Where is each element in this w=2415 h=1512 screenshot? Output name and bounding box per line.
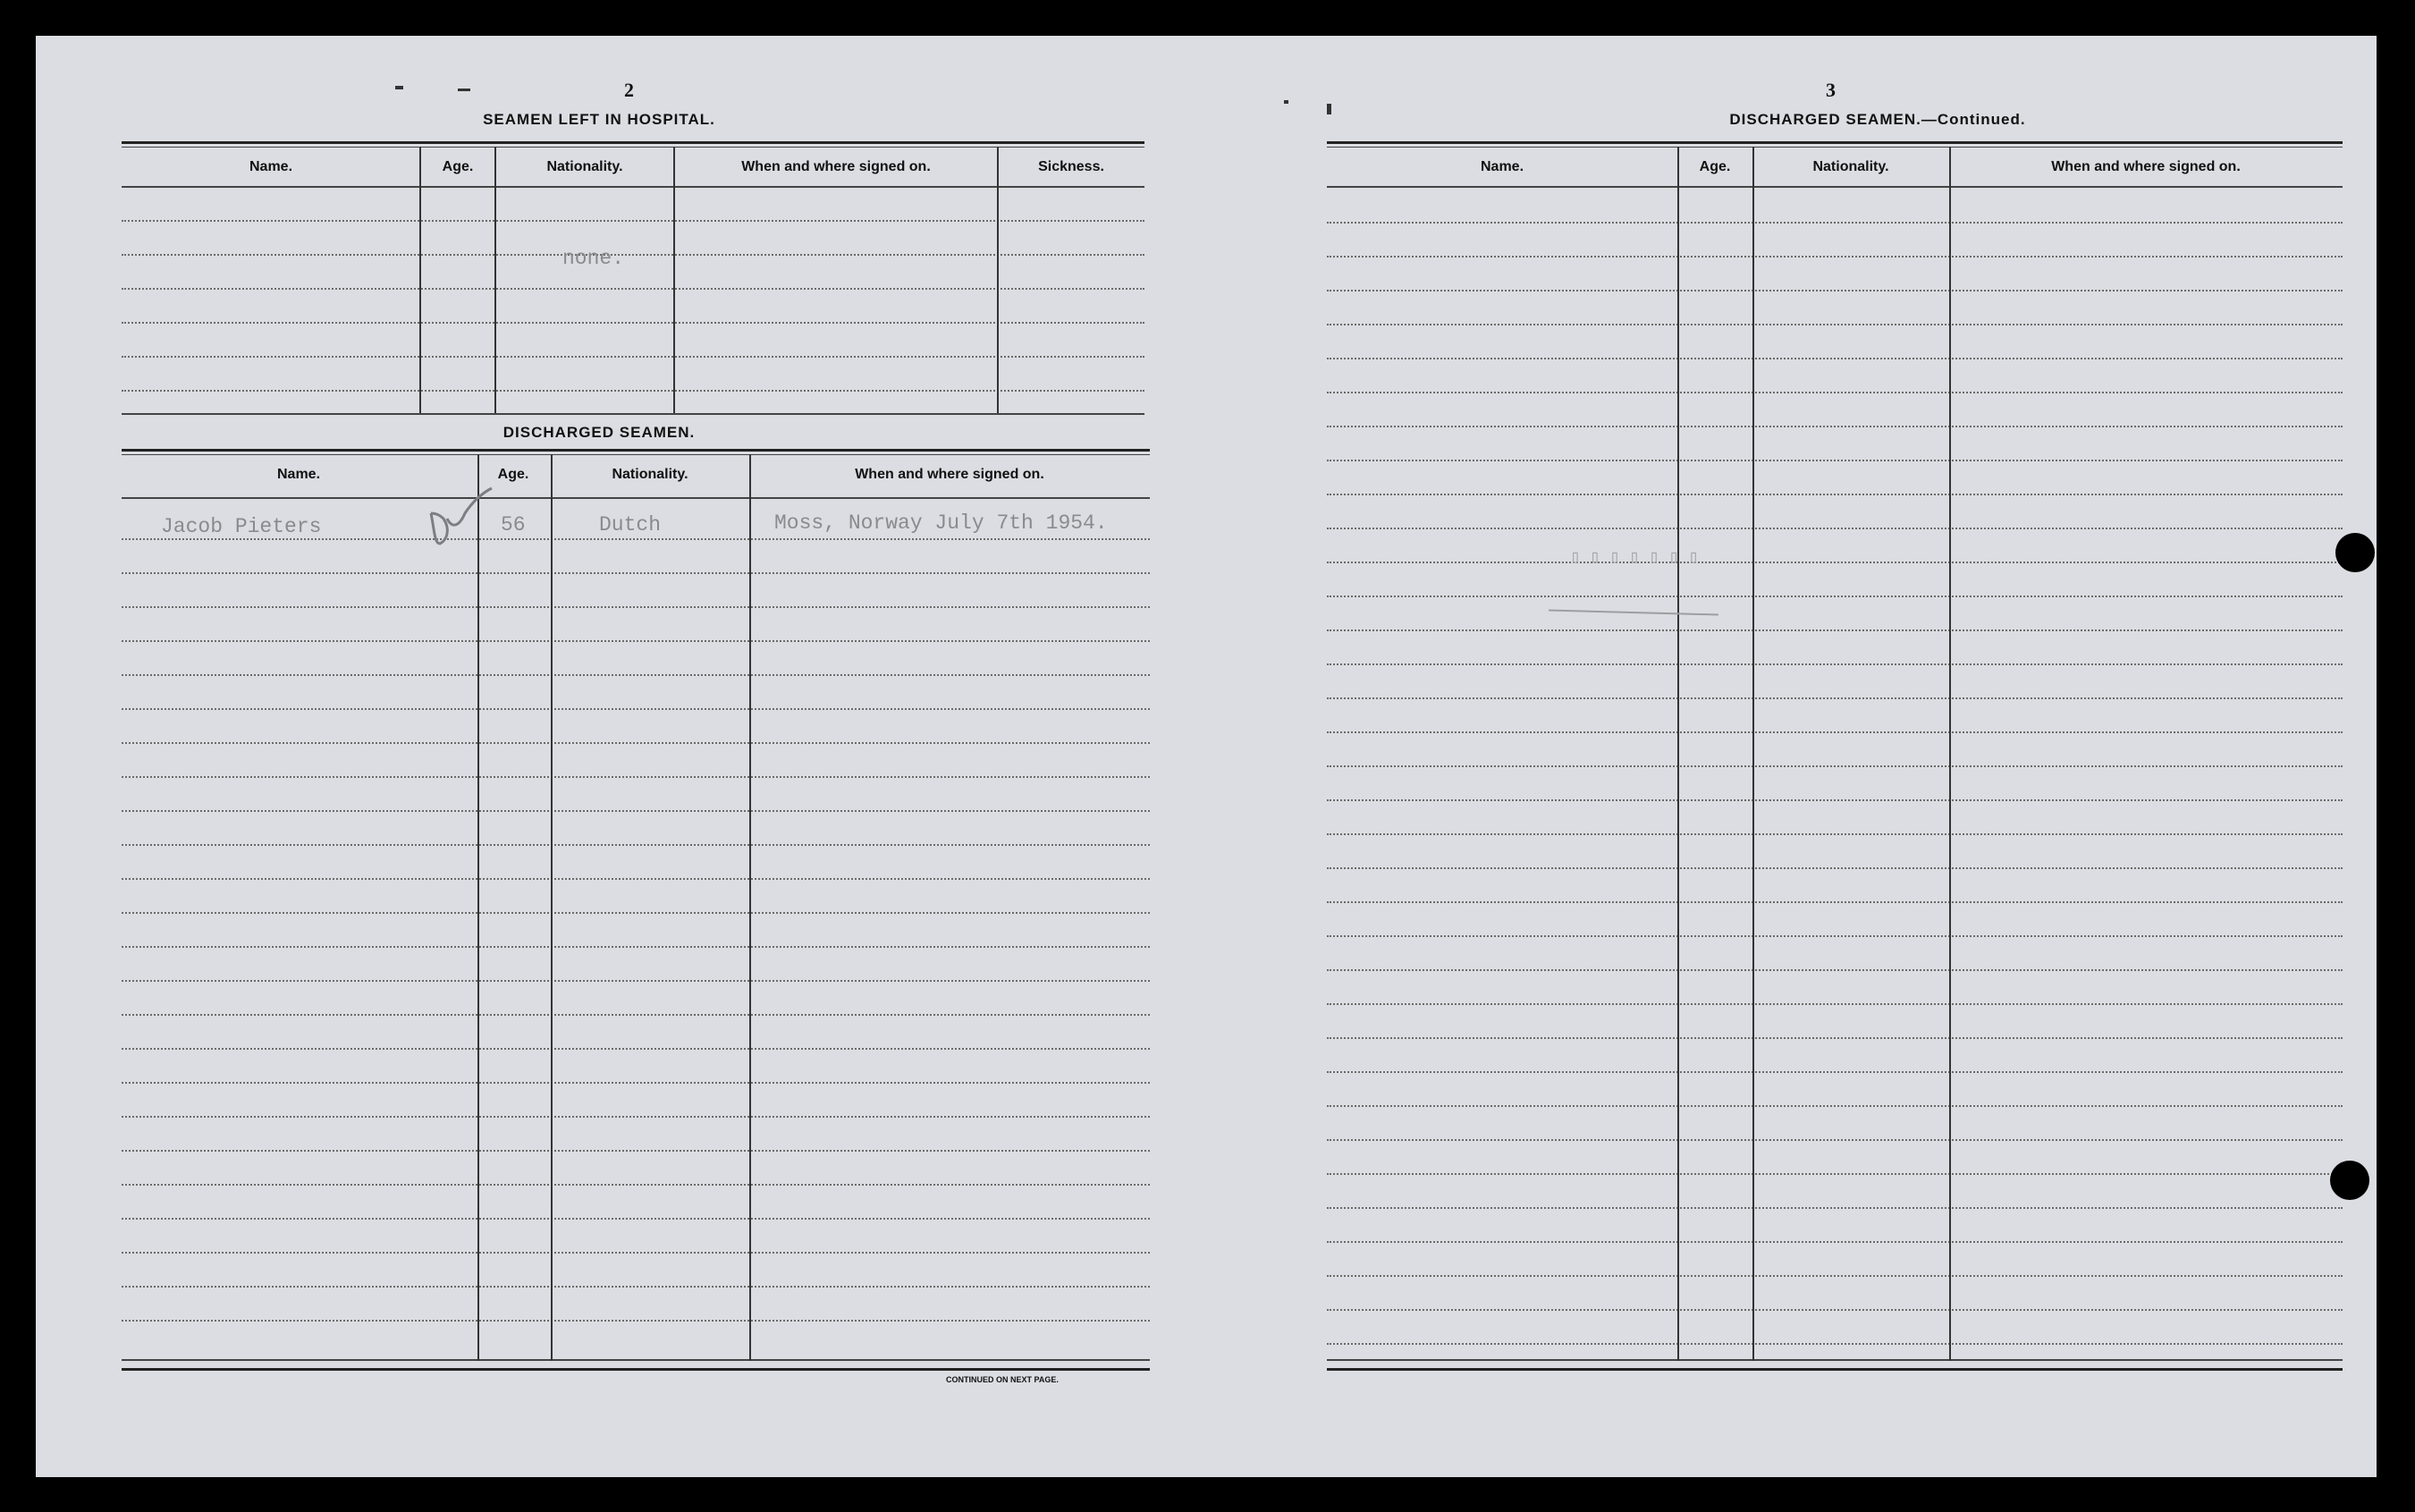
discharged-continued-table <box>1327 141 2343 1411</box>
hospital-entry: none. <box>562 247 625 270</box>
hospital-header-name: Name. <box>249 159 293 174</box>
page-number: 2 <box>624 79 634 101</box>
hospital-table <box>122 141 1144 450</box>
continued-header-nationality: Nationality. <box>1812 159 1889 174</box>
punch-hole <box>2335 533 2375 572</box>
discharged-table <box>122 449 1150 1415</box>
discharged-title: DISCHARGED SEAMEN. <box>502 424 696 441</box>
continued-header-signed-on: When and where signed on. <box>2051 159 2241 174</box>
continued-header-name: Name. <box>1480 159 1524 174</box>
page-number: 3 <box>1826 79 1836 101</box>
seaman-age: 56 <box>501 513 526 536</box>
seaman-name: Jacob Pieters <box>161 515 322 538</box>
discharged-header-age: Age. <box>497 467 529 482</box>
hospital-title: SEAMEN LEFT IN HOSPITAL. <box>483 111 715 128</box>
discharged-header-nationality: Nationality. <box>612 467 688 482</box>
discharged-continued-title: DISCHARGED SEAMEN.—Continued. <box>1729 111 2026 128</box>
stray-mark <box>395 86 403 89</box>
hospital-header-nationality: Nationality. <box>546 159 623 174</box>
right-page <box>1234 36 2377 1477</box>
faint-stamp: ▯▯▯▯▯▯▯ <box>1570 548 1709 569</box>
hospital-header-sickness: Sickness. <box>1038 159 1104 174</box>
discharged-header-signed-on: When and where signed on. <box>855 467 1044 482</box>
stray-mark <box>458 89 470 91</box>
left-page <box>36 36 1234 1477</box>
punch-hole <box>2330 1161 2369 1200</box>
record-sheet <box>36 36 2377 1477</box>
seaman-signed-on: Moss, Norway July 7th 1954. <box>774 511 1108 535</box>
hospital-header-signed-on: When and where signed on. <box>741 159 931 174</box>
stray-mark <box>1284 100 1288 104</box>
seaman-nationality: Dutch <box>599 513 662 536</box>
stray-mark <box>1327 104 1331 114</box>
checkmark-icon <box>426 486 497 549</box>
continued-note: CONTINUED ON NEXT PAGE. <box>946 1375 1059 1384</box>
discharged-header-name: Name. <box>276 467 321 482</box>
continued-header-age: Age. <box>1699 159 1731 174</box>
hospital-header-age: Age. <box>442 159 474 174</box>
